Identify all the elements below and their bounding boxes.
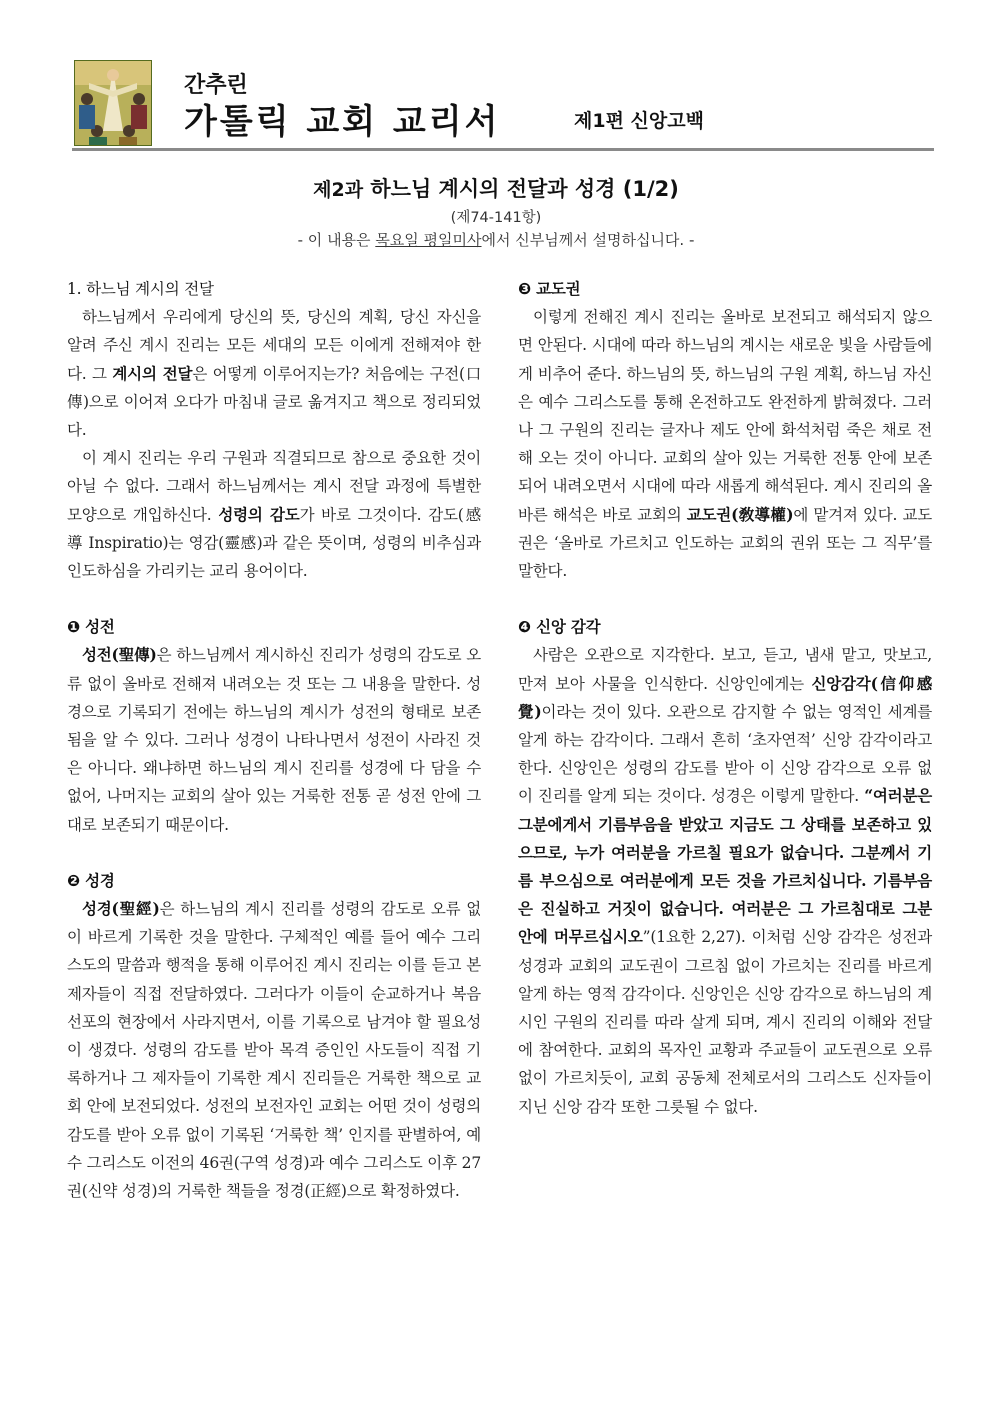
- paragraph: [518, 303, 932, 585]
- section-heading: ❸ 교도권: [518, 280, 581, 298]
- lesson-label: 제2과: [313, 179, 364, 201]
- jesus-illustration: [75, 61, 151, 145]
- paragraph: [67, 641, 481, 838]
- note-mass: 목요일 평일미사: [375, 231, 482, 249]
- text: 가 바로 그것이다. 감도(感導 Inspiratio)는 영감(靈感)과 같은 뜻이며, 성령의 비추심과 인도하심을 가리키는 교리 용어이다.: [67, 505, 482, 581]
- text: 이렇게 전해진 계시 진리는 올바로 보전되고 해석되지 않으면 안된다. 시대에 따라 하느님의 계시는 새로운 빛을 사람들에게 비추어 준다. 하느님의 뜻, 하느님의 구원 계획, 하느님 자신은 예수 그리스도를 통해 온전하고도 완전하게 밝혀졌다. 그러나 그 구원의 진리는 글자나 제도 안에 화석처럼 죽은 채로 전해 오는 것이 아니다. 교회의 살아 있는 거룩한 전통 안에 보존되어 내려오면서 시대에 따라 새롭게 해석된다. 계시 진리의 올바른 해석은 바로 교회의: [518, 308, 932, 524]
- scripture-quote: “여러분은 그분에게서 기름부음을 받았고 지금도 그 상태를 보존하고 있으므로, 누가 여러분을 가르칠 필요가 없습니다. 그분께서 기름 부으심으로 여러분에게 모든 것을 가르치십니다. 기름부음은 진실하고 거짓이 없습니다. 여러분은 그 가르침대로 그분 안에 머무르십시오: [518, 786, 932, 947]
- paragraph: [67, 444, 481, 585]
- emphasis: 교도권(敎導權): [686, 504, 794, 524]
- text: 에 맡겨져 있다. 교도권은 ‘올바로 가르치고 인도하는 교회의 권위 또는 그 직무’를 말한다.: [518, 505, 933, 581]
- section-heading: ❶ 성전: [67, 618, 115, 637]
- section-heading: 1. 하느님 계시의 전달: [67, 280, 214, 298]
- emphasis: 성전(聖傳): [82, 645, 157, 665]
- paragraph: [67, 895, 481, 1205]
- left-column: [67, 275, 481, 1205]
- spacer: [67, 839, 481, 867]
- lesson-title: [0, 173, 992, 203]
- part-title: 제1편 신앙고백: [574, 110, 704, 132]
- text: 사람은 오관으로 지각한다. 보고, 듣고, 냄새 맡고, 맛보고, 만져 보아 사물을 인식한다. 신앙인에게는: [518, 646, 932, 693]
- lesson-note: [0, 229, 992, 250]
- emphasis: 성경(聖經): [82, 899, 160, 919]
- spacer: [518, 585, 932, 613]
- emphasis: 신앙감각(信仰感覺): [518, 673, 932, 721]
- emphasis: 성령의 감도: [218, 504, 300, 524]
- paragraph-range: (제74-141항): [450, 210, 542, 226]
- spacer: [67, 585, 481, 613]
- text: 은 하느님께서 계시하신 진리가 성령의 감도로 오류 없이 올바로 전해져 내려오는 것 또는 그 내용을 말한다. 성경으로 기록되기 전에는 하느님의 계시가 성전의 형태로 보존됨을 알 수 있다. 그러나 성경이 나타나면서 성전이 사라진 것은 아니다. 왜냐하면 하느님의 계시 진리를 성경에 다 담을 수 없어, 나머지는 교회의 살아 있는 거룩한 전통 곧 성전 안에 그대로 보존되기 때문이다.: [67, 646, 481, 834]
- text: 하느님께서 우리에게 당신의 뜻, 당신의 계획, 당신 자신을 알려 주신 계시 진리는 모든 세대의 모든 이에게 전해져야 한다. 그: [67, 308, 481, 383]
- section-heading: ❹ 신앙 감각: [518, 618, 601, 637]
- right-column: [518, 275, 932, 1121]
- note-prefix: - 이 내용은: [297, 231, 376, 249]
- note-suffix: 에서 신부님께서 설명하십니다. -: [481, 231, 695, 249]
- paragraph: [67, 303, 481, 444]
- jesus-icon: [74, 60, 152, 146]
- header: [72, 58, 934, 151]
- text: 이라는 것이 있다. 오관으로 감지할 수 없는 영적인 세계를 알게 하는 감각이다. 그래서 흔히 ‘초자연적’ 신앙 감각이라고 한다. 신앙인은 성령의 감도를 받아 이 신앙 감각으로 오류 없이 진리를 알게 되는 것이다. 성경은 이렇게 말한다.: [518, 702, 933, 806]
- lesson-name: 하느님 계시의 전달과 성경 (1/2): [370, 177, 679, 201]
- section-heading: ❷ 성경: [67, 871, 115, 890]
- text: ”(1요한 2,27). 이처럼 신앙 감각은 성전과 성경과 교회의 교도권이 그르침 없이 가르치는 진리를 바르게 알게 하는 영적 감각이다. 신앙인은 신앙 감각으로 하느님의 계시인 구원의 진리를 따라 살게 되며, 계시 진리의 이해와 전달에 참여한다. 교회의 목자인 교황과 주교들이 교도권으로 오류 없이 가르치듯이, 교회 공동체 전체로서의 그리스도 신자들이 지닌 신앙 감각 또한 그릇될 수 없다.: [518, 928, 932, 1116]
- subtitle: 간추린: [184, 73, 248, 98]
- text: 은 어떻게 이루어지는가? 처음에는 구전(口傳)으로 이어져 오다가 마침내 글로 옮겨지고 책으로 정리되었다.: [67, 364, 482, 440]
- emphasis: 계시의 전달: [112, 363, 193, 383]
- document-title: 가톨릭 교회 교리서: [184, 102, 501, 142]
- text: 은 하느님의 계시 진리를 성령의 감도로 오류 없이 바르게 기록한 것을 말한다. 구체적인 예를 들어 예수 그리스도의 말씀과 행적을 통해 이루어진 계시 진리는 이를 듣고 본 제자들이 직접 전달하였다. 그러다가 이들이 순교하거나 복음 선포의 현장에서 사라지면서, 이를 기록으로 남겨야 할 필요성이 생겼다. 성령의 감도를 받아 목격 증인인 사도들이 직접 기록하거나 그 제자들이 기록한 계시 진리들은 거룩한 책으로 교회 안에 보전되었다. 성전의 보전자인 교회는 어떤 것이 성령의 감도를 받아 오류 없이 기록된 ‘거룩한 책’ 인지를 판별하여, 예수 그리스도 이전의 46권(구역 성경)과 예수 그리스도 이후 27권(신약 성경)의 거룩한 책들을 정경(正經)으로 확정하였다.: [67, 900, 481, 1201]
- text: 이 계시 진리는 우리 구원과 직결되므로 참으로 중요한 것이 아닐 수 없다. 그래서 하느님께서는 계시 전달 과정에 특별한 모양으로 개입하신다.: [67, 449, 481, 524]
- paragraph: [518, 641, 932, 1120]
